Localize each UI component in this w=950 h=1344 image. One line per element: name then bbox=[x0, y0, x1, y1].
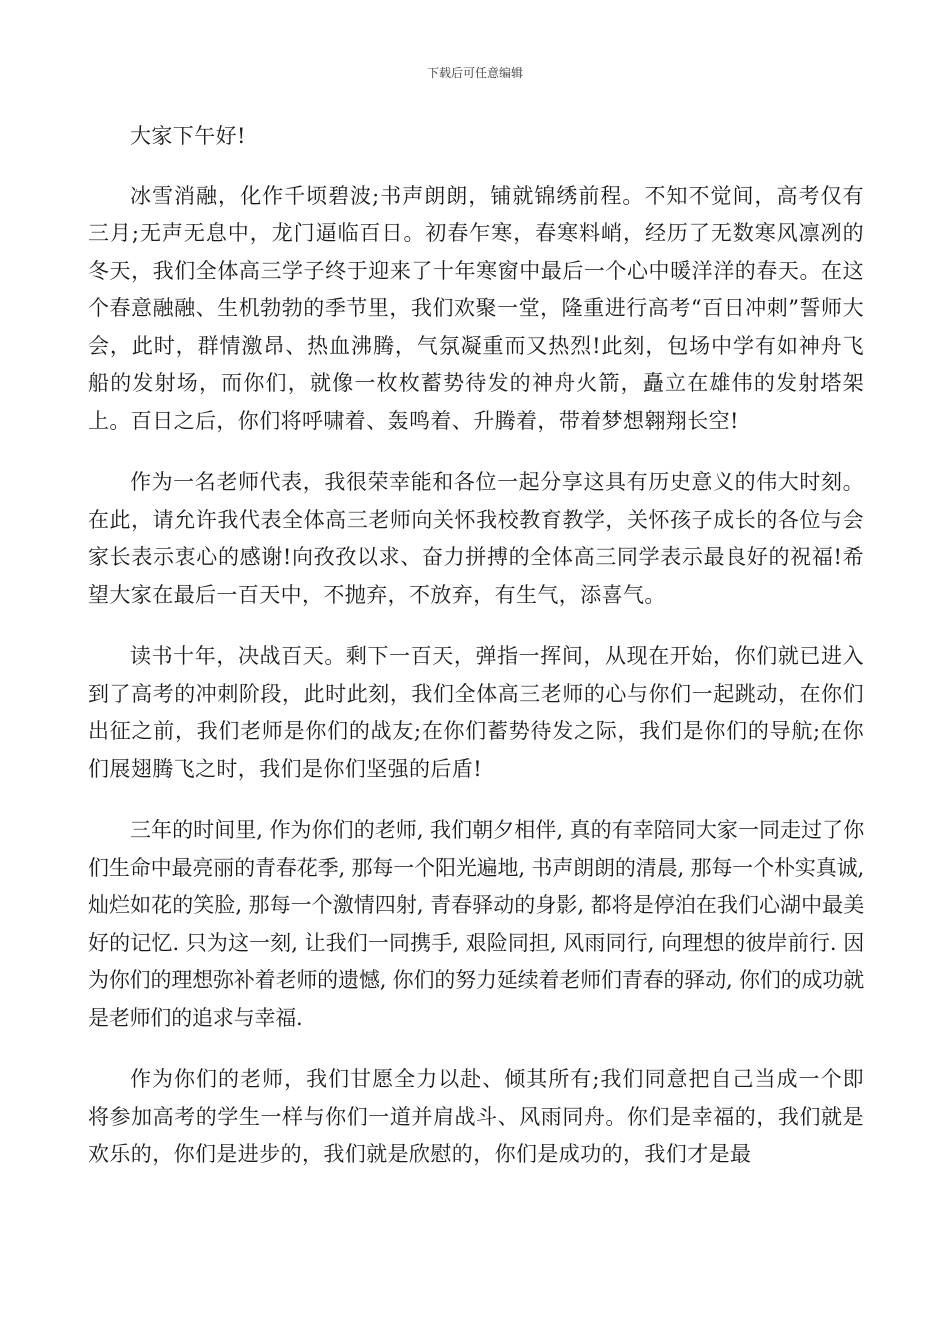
greeting-paragraph: 大家下午好! bbox=[130, 124, 246, 148]
body-paragraph-3: 读书十年，决战百天。剩下一百天，弹指一挥间，从现在开始，你们就已进入到了高考的冲刺阶段，此时此刻，我们全体高三老师的心与你们一起跳动，在你们出征之前，我们老师是你们的战友;在你们蓄势待发之际，我们是你们的导航;在你们展翅腾飞之时，我们是你们坚强的后盾! bbox=[88, 644, 864, 781]
page-header-note: 下载后可任意编辑 bbox=[426, 66, 523, 80]
body-paragraph-5: 作为你们的老师，我们甘愿全力以赴、倾其所有;我们同意把自己当成一个即将参加高考的学生一样与你们一道并肩战斗、风雨同舟。你们是幸福的，我们就是欢乐的，你们是进步的，我们就是欣慰的，你们是成功的，我们才是最 bbox=[88, 1067, 864, 1166]
body-paragraph-2: 作为一名老师代表，我很荣幸能和各位一起分享这具有历史意义的伟大时刻。在此，请允许我代表全体高三老师向关怀我校教育教学，关怀孩子成长的各位与会家长表示衷心的感谢!向孜孜以求、奋力拼搏的全体高三同学表示最良好的祝福!希望大家在最后一百天中，不抛弃，不放弃，有生气，添喜气。 bbox=[88, 470, 864, 607]
body-paragraph-4: 三年的时间里, 作为你们的老师, 我们朝夕相伴, 真的有幸陪同大家一同走过了你们生命中最亮丽的青春花季, 那每一个阳光遍地, 书声朗朗的清晨, 那每一个朴实真诚, 灿烂如花的笑脸, 那每一个激情四射, 青春驿动的身影, 都将是停泊在我们心湖中最美好的记忆. 只为这一刻, 让我们一同携手, 艰险同担, 风雨同行, 向理想的彼岸前行. 因为你们的理想弥补着老师的遗憾, 你们的努力延续着老师们青春的驿动, 你们的成功就是老师们的追求与幸福. bbox=[88, 818, 864, 1030]
document-body bbox=[88, 118, 864, 1198]
body-paragraph-1: 冰雪消融，化作千顷碧波;书声朗朗，铺就锦绣前程。不知不觉间，高考仅有三月;无声无息中，龙门逼临百日。初春乍寒，春寒料峭，经历了无数寒风凛冽的冬天，我们全体高三学子终于迎来了十年寒窗中最后一个心中暖洋洋的春天。在这个春意融融、生机勃勃的季节里，我们欢聚一堂，隆重进行高考“百日冲刺”誓师大会，此时，群情激昂、热血沸腾，气氛凝重而又热烈!此刻，包场中学有如神舟飞船的发射场，而你们，就像一枚枚蓄势待发的神舟火箭，矗立在雄伟的发射塔架上。百日之后，你们将呼啸着、轰鸣着、升腾着，带着梦想翱翔长空! bbox=[88, 183, 864, 433]
